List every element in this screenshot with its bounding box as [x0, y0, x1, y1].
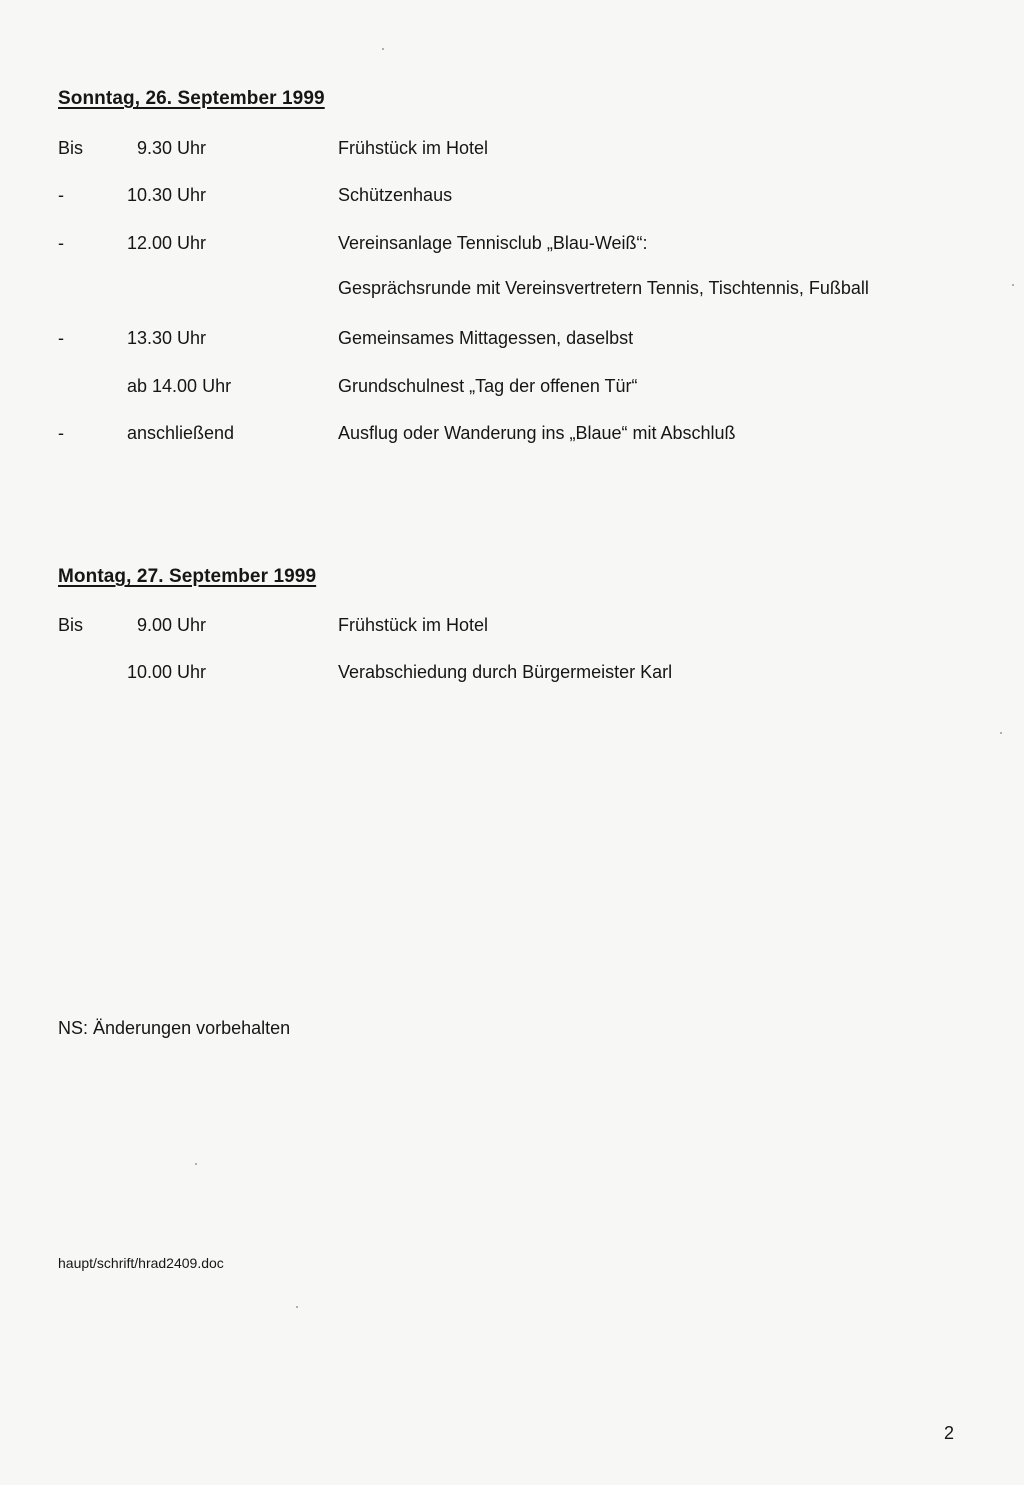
row-time: ab 14.00 Uhr	[127, 376, 232, 396]
schedule-row	[0, 275, 1024, 301]
row-prefix: -	[58, 423, 64, 443]
schedule-row	[0, 373, 1024, 399]
day-heading-sunday: Sonntag, 26. September 1999	[58, 88, 325, 109]
page-number: 2	[944, 1423, 955, 1443]
scan-speck	[1000, 732, 1002, 734]
schedule-row	[0, 230, 1024, 256]
schedule-row	[0, 135, 1024, 161]
row-time: 13.30 Uhr	[127, 328, 207, 348]
row-activity: Ausflug oder Wanderung ins „Blaue“ mit Abschluß	[338, 423, 736, 443]
schedule-row	[0, 182, 1024, 208]
row-prefix: -	[58, 328, 64, 348]
footnote-changes-reserved: NS: Änderungen vorbehalten	[58, 1018, 291, 1038]
schedule-row	[0, 659, 1024, 685]
row-time: 9.30 Uhr	[137, 138, 207, 158]
row-activity: Frühstück im Hotel	[338, 138, 489, 158]
row-activity: Schützenhaus	[338, 185, 453, 205]
row-time: 9.00 Uhr	[137, 615, 207, 635]
scan-speck	[1012, 284, 1014, 286]
row-activity: Frühstück im Hotel	[338, 615, 489, 635]
row-time: 12.00 Uhr	[127, 233, 207, 253]
scan-speck	[195, 1163, 197, 1165]
row-activity: Gesprächsrunde mit Vereinsvertretern Tennis, Tischtennis, Fußball	[338, 278, 869, 298]
row-prefix: -	[58, 233, 64, 253]
row-prefix: Bis	[58, 615, 84, 635]
row-activity: Gemeinsames Mittagessen, daselbst	[338, 328, 634, 348]
row-prefix: Bis	[58, 138, 84, 158]
schedule-row	[0, 420, 1024, 446]
day-heading-monday: Montag, 27. September 1999	[58, 566, 317, 587]
row-time: 10.00 Uhr	[127, 662, 207, 682]
row-prefix: -	[58, 185, 64, 205]
row-activity: Verabschiedung durch Bürgermeister Karl	[338, 662, 673, 682]
row-time: anschließend	[127, 423, 235, 443]
schedule-row	[0, 325, 1024, 351]
schedule-row	[0, 612, 1024, 638]
scan-speck	[382, 48, 384, 50]
document-file-path: haupt/schrift/hrad2409.doc	[58, 1255, 224, 1271]
scan-speck	[296, 1306, 298, 1308]
row-time: 10.30 Uhr	[127, 185, 207, 205]
row-activity: Grundschulnest „Tag der offenen Tür“	[338, 376, 638, 396]
row-activity: Vereinsanlage Tennisclub „Blau-Weiß“:	[338, 233, 648, 253]
